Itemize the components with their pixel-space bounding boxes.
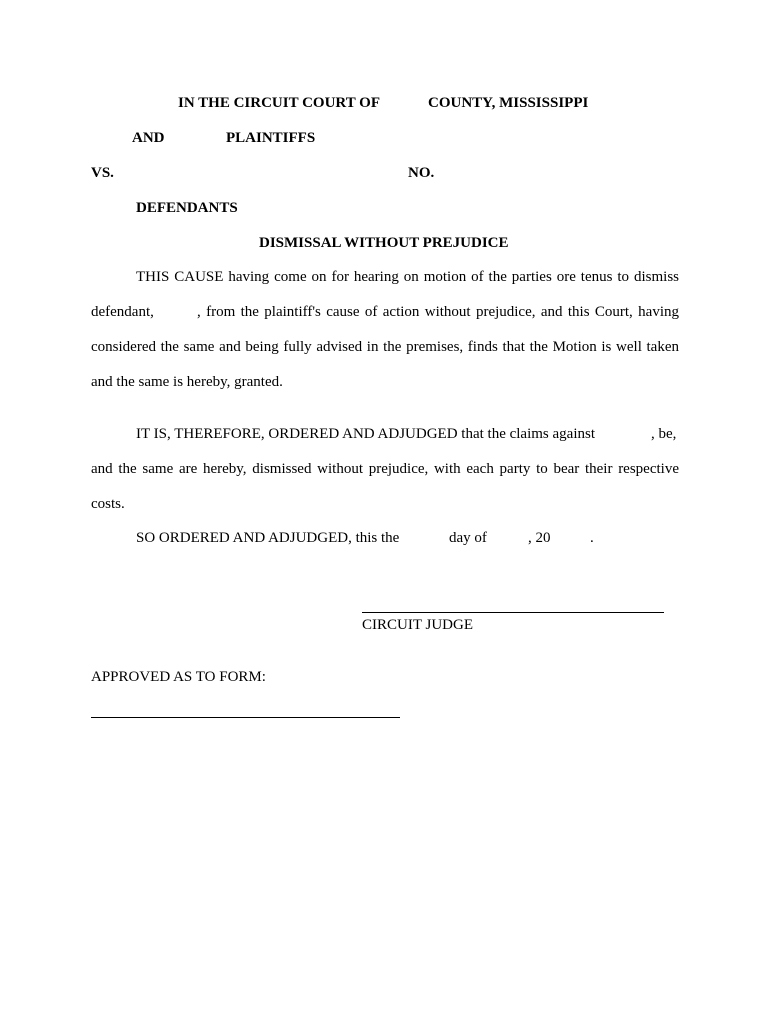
order-day-of-text: day of xyxy=(449,530,487,546)
para1-line4: and the same is hereby, granted. xyxy=(91,374,283,390)
order-year-text: , 20 xyxy=(528,530,551,546)
judge-label: CIRCUIT JUDGE xyxy=(362,617,473,633)
para1-line2-start: defendant, xyxy=(91,304,154,320)
document-title: DISMISSAL WITHOUT PREJUDICE xyxy=(259,235,509,251)
para1-line2-end: , from the plaintiff's cause of action without prejudice, and this Court, having xyxy=(197,304,679,320)
order-period: . xyxy=(590,530,594,546)
court-heading-right: COUNTY, MISSISSIPPI xyxy=(428,95,589,111)
para2-line3: costs. xyxy=(91,496,125,512)
approval-signature-line xyxy=(91,717,400,718)
para2-line2: and the same are hereby, dismissed without prejudice, with each party to bear their respective xyxy=(91,461,679,477)
vs-label: VS. xyxy=(91,165,114,181)
case-number-label: NO. xyxy=(408,165,435,181)
para2-line1-end: , be, xyxy=(651,426,677,442)
para1-line1: THIS CAUSE having come on for hearing on motion of the parties ore tenus to dismiss xyxy=(136,269,679,285)
judge-signature-line xyxy=(362,612,664,613)
defendants-label: DEFENDANTS xyxy=(136,200,238,216)
and-label: AND xyxy=(132,130,165,146)
approved-label: APPROVED AS TO FORM: xyxy=(91,669,266,685)
court-heading-left: IN THE CIRCUIT COURT OF xyxy=(178,95,381,111)
para2-line1-start: IT IS, THEREFORE, ORDERED AND ADJUDGED that the claims against xyxy=(136,426,596,442)
para1-line3: considered the same and being fully advised in the premises, finds that the Motion is well taken xyxy=(91,339,679,355)
plaintiffs-label: PLAINTIFFS xyxy=(226,130,316,146)
order-date-text: SO ORDERED AND ADJUDGED, this the xyxy=(136,530,400,546)
